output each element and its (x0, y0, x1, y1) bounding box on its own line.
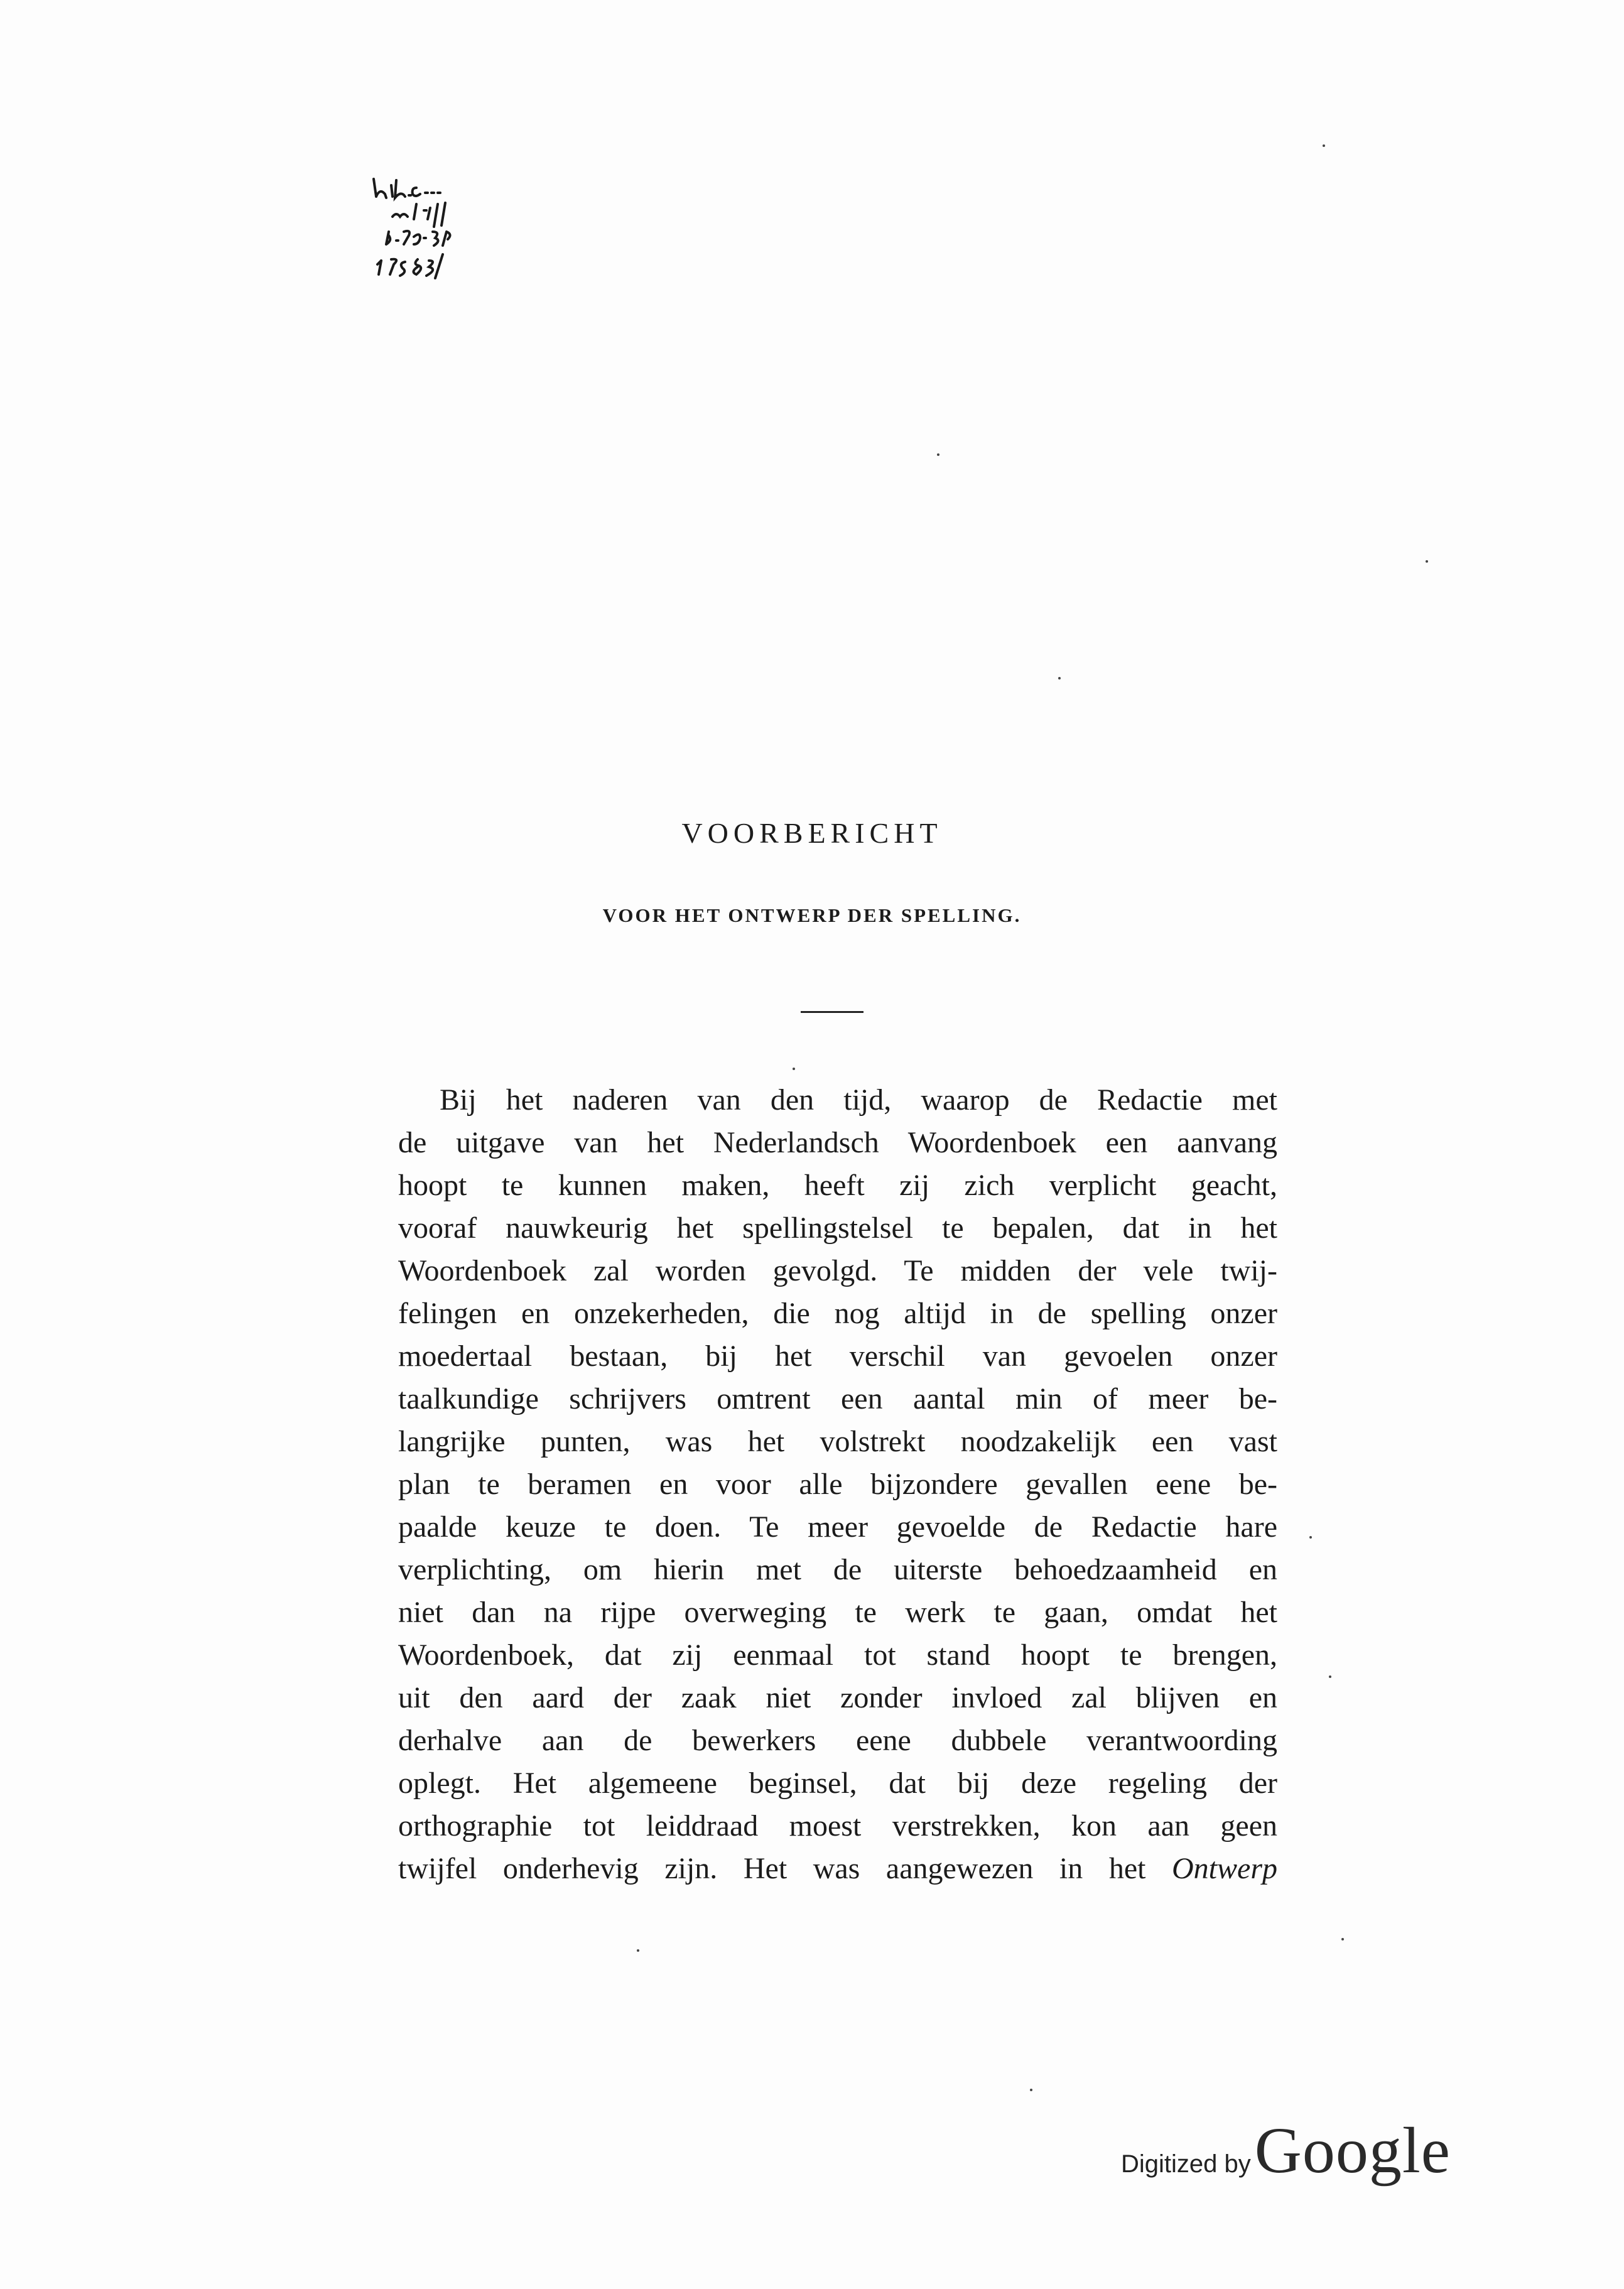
text-line: verplichting, om hierin met de uiterste behoedzaamheid en (398, 1553, 1277, 1586)
text-line: derhalve aan de bewerkers eene dubbele verantwoording (398, 1724, 1277, 1757)
scan-speck (637, 1949, 639, 1952)
scan-speck (1329, 1675, 1331, 1678)
text-line: Bij het naderen van den tijd, waarop de Redactie met (440, 1083, 1277, 1117)
page-subtitle: VOOR HET ONTWERP DER SPELLING. (602, 904, 1022, 926)
text-line: orthographie tot leiddraad moest verstrekken, kon aan geen (398, 1809, 1277, 1843)
scan-speck (1426, 560, 1428, 563)
watermark-prefix: Digitized by (1121, 2150, 1251, 2178)
text-line: hoopt te kunnen maken, heeft zij zich verplicht geacht, (398, 1169, 1277, 1202)
title-divider (801, 1011, 863, 1013)
google-logo: Google (1254, 2114, 1451, 2187)
text-line: de uitgave van het Nederlandsch Woordenboek een aanvang (398, 1126, 1277, 1159)
scan-speck (937, 453, 939, 456)
text-line: felingen en onzekerheden, die nog altijd in de spelling onzer (398, 1297, 1277, 1330)
body-paragraph (398, 1079, 1277, 1890)
scan-speck (1058, 677, 1061, 679)
text-line: oplegt. Het algemeene beginsel, dat bij deze regeling der (398, 1767, 1277, 1800)
text-line: uit den aard der zaak niet zonder invloed zal blijven en (398, 1681, 1277, 1714)
page-title: VOORBERICHT (681, 817, 943, 849)
text-line-last (398, 1848, 1277, 1890)
text-line: taalkundige schrijvers omtrent een aantal min of meer be- (398, 1382, 1277, 1415)
scan-speck (1030, 2089, 1032, 2091)
handwritten-library-annotation (367, 166, 512, 292)
text-line: paalde keuze te doen. Te meer gevoelde de Redactie hare (398, 1510, 1277, 1544)
italic-word: Ontwerp (1172, 1852, 1277, 1885)
text-line: Woordenboek, dat zij eenmaal tot stand hoopt te brengen, (398, 1638, 1277, 1672)
text-line-roman: twijfel onderhevig zijn. Het was aangewezen in het (398, 1852, 1146, 1885)
text-line: moedertaal bestaan, bij het verschil van gevoelen onzer (398, 1339, 1277, 1373)
text-line: niet dan na rijpe overweging te werk te gaan, omdat het (398, 1596, 1277, 1629)
text-line: vooraf nauwkeurig het spellingstelsel te bepalen, dat in het (398, 1211, 1277, 1245)
text-line: plan te beramen en voor alle bijzondere gevallen eene be- (398, 1468, 1277, 1501)
scan-speck (793, 1068, 795, 1070)
scan-speck (1323, 144, 1325, 147)
text-line: Woordenboek zal worden gevolgd. Te midden der vele twij- (398, 1254, 1277, 1287)
text-line: langrijke punten, was het volstrekt noodzakelijk een vast (398, 1425, 1277, 1458)
scan-speck (1341, 1938, 1344, 1940)
scan-speck (1309, 1536, 1312, 1539)
digitized-by-google-watermark (1121, 2113, 1451, 2188)
